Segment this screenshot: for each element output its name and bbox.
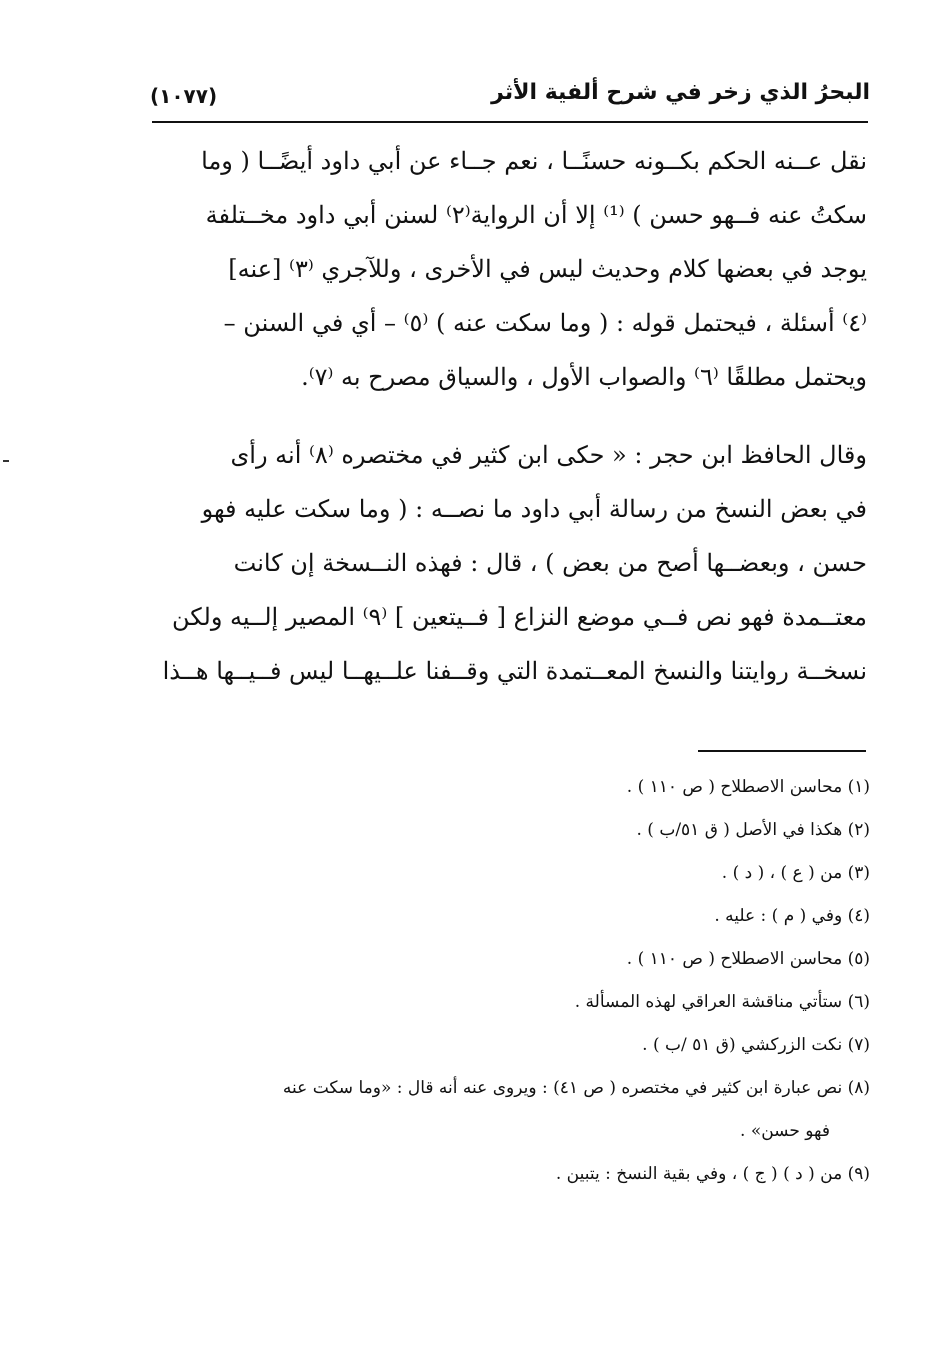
footnote-divider bbox=[698, 750, 866, 752]
body-paragraph-2 bbox=[157, 428, 867, 698]
body-line: سكتُ عنه فــهو حسن ) ⁽¹⁾ إلا أن الرواية⁽٢⁾ لسنن أبي داود مخــتلفة bbox=[205, 201, 867, 229]
body-line: نسخــة روايتنا والنسخ المعــتمدة التي وقــفنا علــيهــا ليس فــيــها هــذا bbox=[162, 657, 867, 685]
scan-mark bbox=[3, 460, 9, 462]
running-title: البحرُ الذي زخر في شرح ألفية الأثر bbox=[491, 80, 870, 105]
body-line: في بعض النسخ من رسالة أبي داود ما نصــه : ( وما سكت عليه فهو bbox=[201, 495, 867, 523]
header-divider bbox=[152, 121, 868, 123]
body-line: يوجد في بعضها كلام وحديث ليس في الأخرى ، وللآجري ⁽٣⁾ [عنه] bbox=[228, 255, 867, 283]
body-line: نقل عــنه الحكم بكــونه حسنًــا ، نعم جــاء عن أبي داود أيضًــا ( وما bbox=[201, 147, 867, 175]
footnote-4: (٤) وفي ( م ) : عليه . bbox=[714, 906, 870, 926]
footnote-3: (٣) من ( ع ) ، ( د ) . bbox=[721, 863, 870, 883]
footnote-7: (٧) نكت الزركشي (ق ٥١ /ب ) . bbox=[642, 1035, 870, 1055]
footnote-8: (٨) نص عبارة ابن كثير في مختصره ( ص ٤١) : ويروى عنه أنه قال : «وما سكت عنه bbox=[282, 1078, 870, 1098]
page-number: (١٠٧٧) bbox=[150, 84, 218, 108]
body-line: معتــمدة فهو نص فــي موضع النزاع [ فــيتعين ] ⁽٩⁾ المصير إلــيه ولكن bbox=[172, 603, 867, 631]
body-line: ويحتمل مطلقًا ⁽٦⁾ والصواب الأول ، والسياق مصرح به ⁽٧⁾. bbox=[301, 363, 867, 391]
footnote-1: (١) محاسن الاصطلاح ( ص ١١٠ ) . bbox=[626, 777, 870, 797]
footnote-5: (٥) محاسن الاصطلاح ( ص ١١٠ ) . bbox=[626, 949, 870, 969]
footnote-2: (٢) هكذا في الأصل ( ق ٥١/ب ) . bbox=[636, 820, 870, 840]
body-paragraph-1 bbox=[157, 134, 867, 404]
footnote-9: (٩) من ( د ) ( ج ) ، وفي بقية النسخ : يتبين . bbox=[555, 1164, 870, 1184]
body-line: حسن ، وبعضــها أصح من بعض ) ، قال : فهذه النــسخة إن كانت bbox=[233, 549, 867, 577]
running-header bbox=[150, 80, 870, 120]
footnotes bbox=[160, 766, 870, 1196]
footnote-6: (٦) ستأتي مناقشة العراقي لهذه المسألة . bbox=[574, 992, 870, 1012]
body-line: وقال الحافظ ابن حجر : « حكى ابن كثير في مختصره ⁽٨⁾ أنه رأى bbox=[230, 441, 867, 469]
footnote-8-continued: فهو حسن» . bbox=[740, 1121, 830, 1141]
body-line: ⁽٤⁾ أسئلة ، فيحتمل قوله : ( وما سكت عنه ) ⁽٥⁾ – أي في السنن – bbox=[223, 309, 867, 337]
